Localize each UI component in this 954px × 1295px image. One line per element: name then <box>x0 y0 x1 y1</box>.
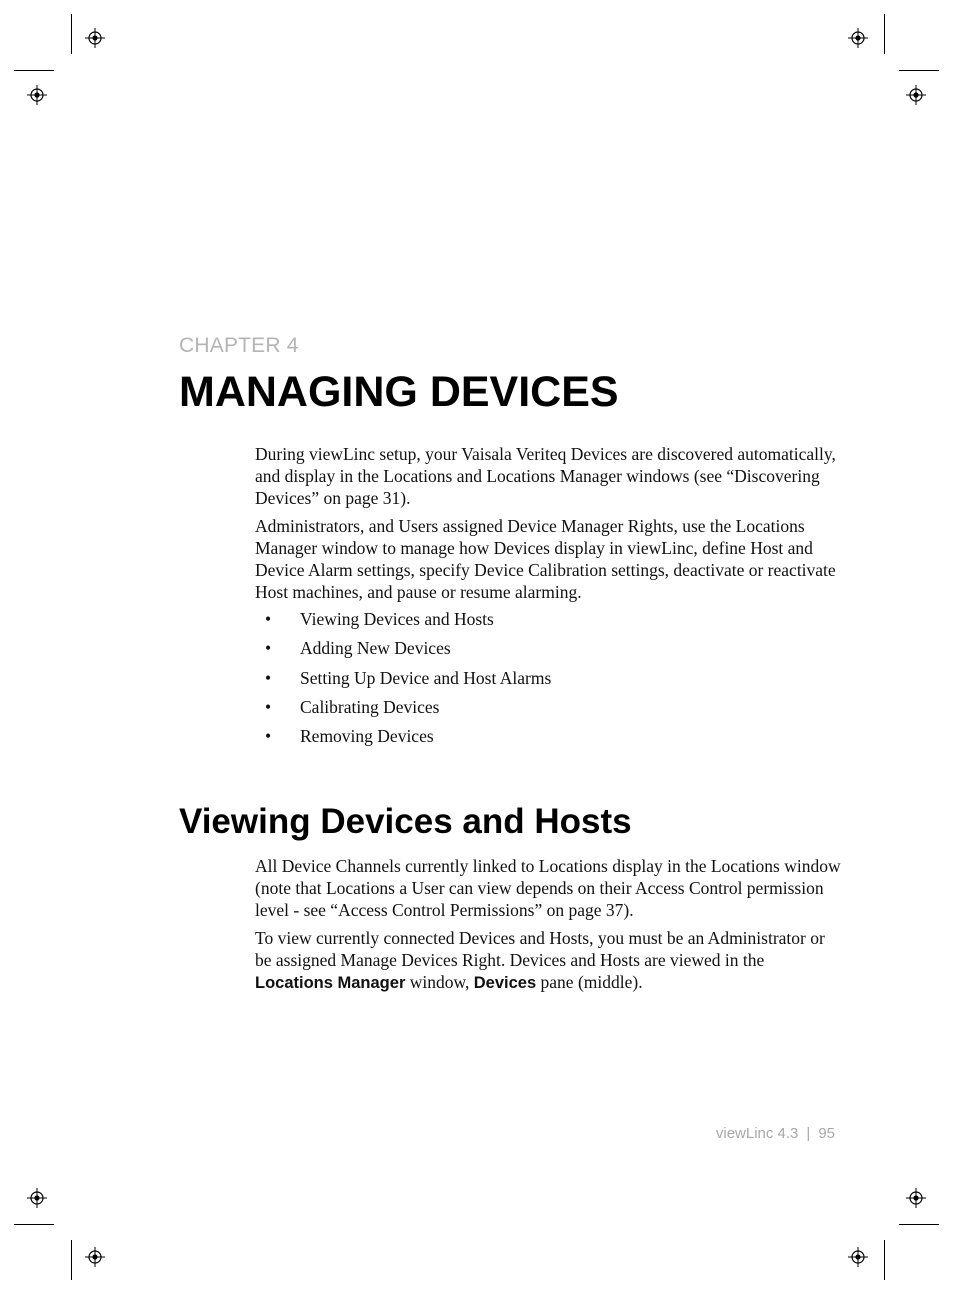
registration-mark-icon <box>848 28 868 48</box>
registration-mark-icon <box>27 1188 47 1208</box>
crop-mark <box>71 14 72 54</box>
bullet-icon: • <box>265 609 272 629</box>
registration-mark-icon <box>848 1247 868 1267</box>
section-title: Viewing Devices and Hosts <box>179 802 632 841</box>
text-run: window, <box>405 972 474 992</box>
crop-mark <box>899 70 939 71</box>
list-item-text: Adding New Devices <box>300 638 451 659</box>
list-item <box>255 667 845 696</box>
registration-mark-icon <box>85 28 105 48</box>
crop-mark <box>14 70 54 71</box>
bullet-icon: • <box>265 667 272 688</box>
section-paragraph <box>255 927 845 994</box>
crop-mark <box>884 1240 885 1280</box>
registration-mark-icon <box>906 1188 926 1208</box>
crop-mark <box>14 1224 54 1225</box>
registration-mark-icon <box>85 1247 105 1267</box>
ui-term-locations-manager: Locations Manager <box>255 974 406 992</box>
intro-paragraph: During viewLinc setup, your Vaisala Veriteq Devices are discovered automatically, and display in the Locations and Locations Manager windows (see “Discovering Devices” on page 31). <box>255 444 836 508</box>
footer-separator: | <box>806 1125 811 1142</box>
intro-paragraph: Administrators, and Users assigned Device Manager Rights, use the Locations Manager window to manage how Devices display in viewLinc, define Host and Device Alarm settings, specify Device Calibration settings, deactivate or reactivate Host machines, and pause or resume alarming. <box>255 516 836 602</box>
page-footer <box>716 1125 835 1142</box>
ui-term-devices: Devices <box>473 974 537 992</box>
list-item <box>255 637 845 666</box>
chapter-topics-list <box>255 608 845 754</box>
list-item-text: Calibrating Devices <box>300 696 440 717</box>
intro-section <box>255 443 845 754</box>
list-item <box>255 608 845 637</box>
registration-mark-icon <box>27 85 47 105</box>
text-run: pane (middle). <box>536 972 643 992</box>
text-run: To view currently connected Devices and Hosts, you must be an Administrator or be assigned Manage Devices Right. Devices and Hosts are viewed in the <box>255 928 825 970</box>
section-paragraph: All Device Channels currently linked to Locations display in the Locations window (note that Locations a User can view depends on their Access Control permission level - see “Access Control Permissions” on page 37). <box>255 856 841 920</box>
section-body <box>255 855 845 1000</box>
bullet-icon: • <box>265 726 272 747</box>
page-number: 95 <box>818 1125 835 1142</box>
bullet-icon: • <box>265 638 272 659</box>
bullet-icon: • <box>265 696 272 717</box>
registration-mark-icon <box>906 85 926 105</box>
list-item-text: Removing Devices <box>300 726 434 747</box>
list-item <box>255 696 845 725</box>
list-item <box>255 725 845 754</box>
footer-product: viewLinc 4.3 <box>715 1125 799 1142</box>
chapter-label: CHAPTER 4 <box>179 334 299 357</box>
crop-mark <box>884 14 885 54</box>
crop-mark <box>71 1240 72 1280</box>
list-item-text: Setting Up Device and Host Alarms <box>300 667 552 688</box>
chapter-title: MANAGING DEVICES <box>179 368 619 416</box>
crop-mark <box>899 1224 939 1225</box>
list-item-text: Viewing Devices and Hosts <box>300 609 494 629</box>
